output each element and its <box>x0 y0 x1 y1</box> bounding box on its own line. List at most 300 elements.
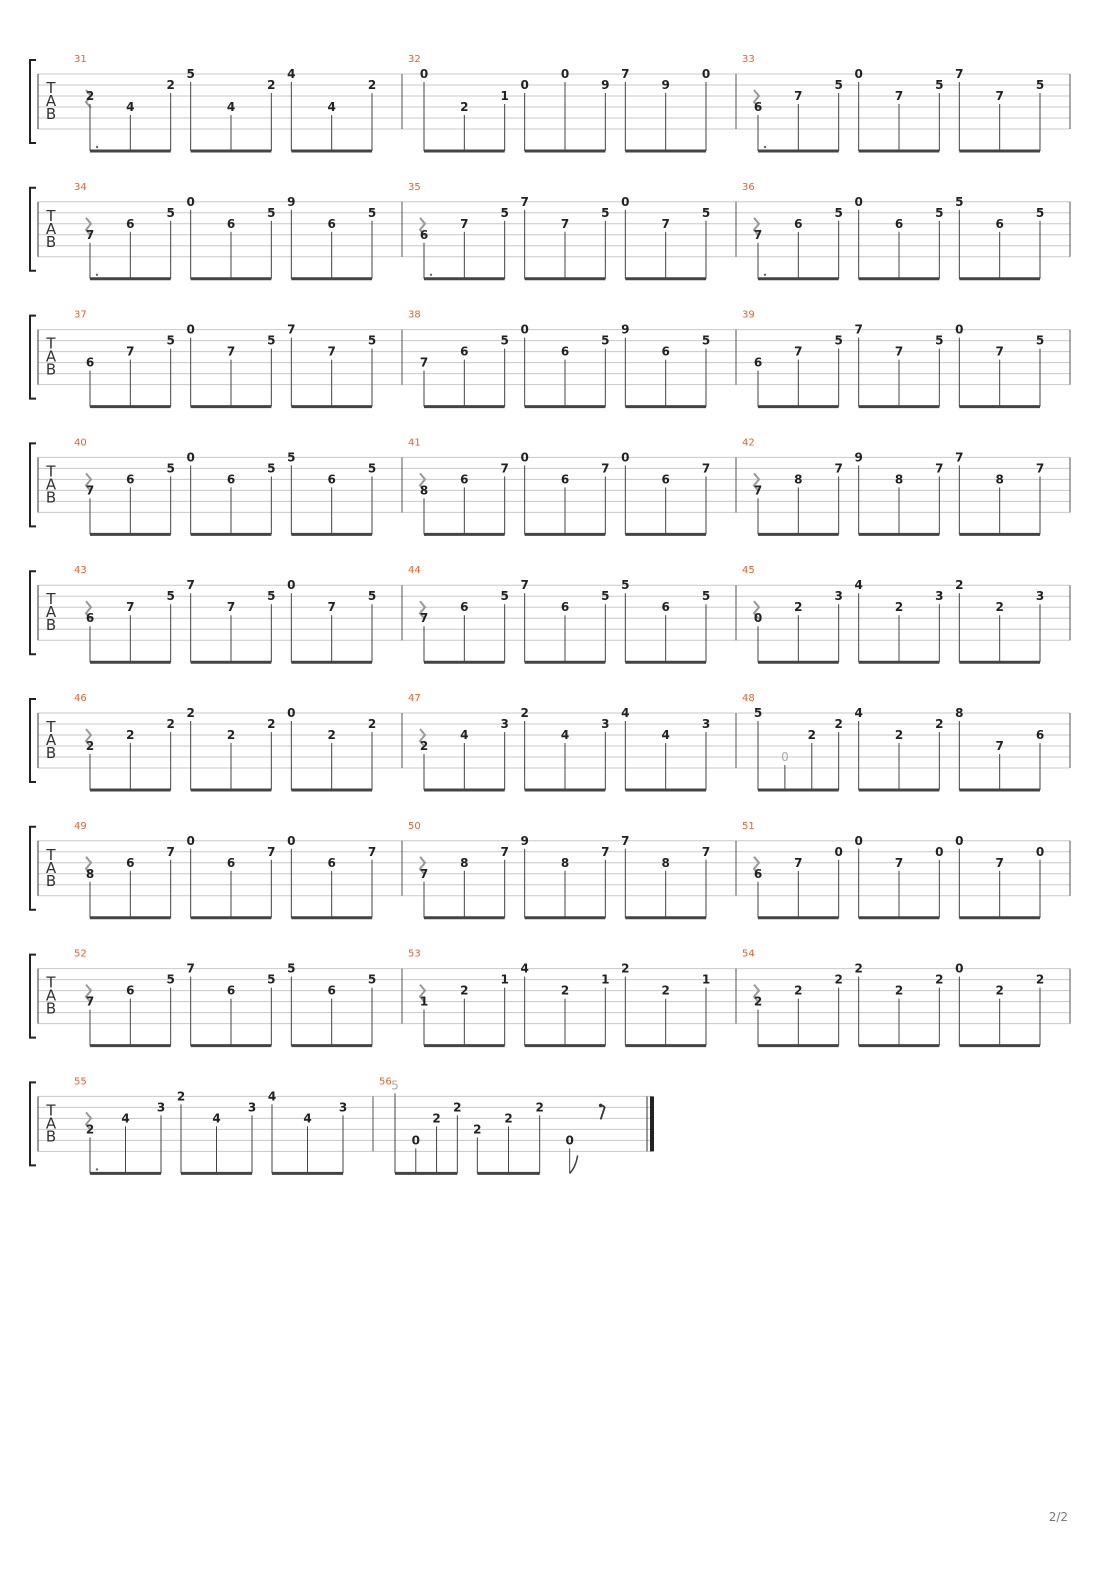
fret-number: 2 <box>226 728 236 742</box>
fret-number: 7 <box>520 578 529 593</box>
measure-number: 56 <box>379 1076 392 1088</box>
fret-number: 7 <box>126 344 135 359</box>
fret-number: 4 <box>661 728 670 742</box>
fret-number: 0 <box>560 67 570 81</box>
fret-number: 2 <box>995 983 1004 998</box>
fret-number: 6 <box>794 216 803 231</box>
fret-number: 0 <box>520 450 529 465</box>
fret-number: 2 <box>460 100 469 114</box>
fret-number: 2 <box>560 983 570 998</box>
fret-number: 3 <box>935 589 944 604</box>
measure-number: 49 <box>74 820 87 832</box>
fret-number: 5 <box>367 205 377 220</box>
fret-number: 5 <box>367 333 377 348</box>
tab-clef-letter: T <box>46 79 56 97</box>
measure-number: 50 <box>408 820 421 832</box>
fret-number: 5 <box>287 450 296 465</box>
fret-number: 6 <box>894 216 904 231</box>
fret-number: 7 <box>186 961 195 976</box>
tab-clef-letter: B <box>45 360 57 379</box>
fret-number: 5 <box>935 333 944 348</box>
fret-number: 7 <box>287 322 296 337</box>
fret-number: 5 <box>1035 205 1045 220</box>
measure-number: 33 <box>742 54 755 65</box>
fret-number: 5 <box>367 972 377 987</box>
fret-number: 6 <box>85 611 95 626</box>
fret-number: 1 <box>500 89 509 103</box>
fret-number: 7 <box>794 855 803 870</box>
fret-number: 5 <box>186 67 195 81</box>
tab-clef-letter: B <box>45 744 57 762</box>
fret-number: 0 <box>935 844 944 859</box>
fret-number: 2 <box>327 728 336 742</box>
fret-number: 8 <box>661 855 670 870</box>
measure-number: 47 <box>408 693 421 704</box>
fret-number: 0 <box>955 833 964 848</box>
system-bracket <box>30 60 36 143</box>
tab-clef-letter: A <box>45 347 57 366</box>
fret-number: 2 <box>753 994 763 1009</box>
fret-number: 5 <box>500 205 509 220</box>
fret-number: 7 <box>794 89 803 103</box>
tab-clef-letter: T <box>46 845 56 864</box>
system-bracket <box>30 1082 36 1165</box>
fret-number: 2 <box>935 717 944 731</box>
fret-number: 5 <box>834 333 843 348</box>
fret-number: 7 <box>955 450 964 465</box>
fret-number: 2 <box>453 1100 462 1115</box>
measure-number: 39 <box>742 309 755 321</box>
system-bracket <box>30 955 36 1038</box>
fret-number: 6 <box>226 983 236 998</box>
fret-number: 6 <box>226 472 236 487</box>
fret-number: 2 <box>535 1100 544 1115</box>
measure-number: 34 <box>74 181 87 193</box>
fret-number: 7 <box>1035 461 1045 476</box>
fret-number: 5 <box>601 333 610 348</box>
fret-number: 5 <box>166 972 175 987</box>
fret-number: 3 <box>500 717 509 731</box>
fret-number: 5 <box>701 205 711 220</box>
fret-number: 2 <box>794 983 803 998</box>
fret-number: 2 <box>267 717 276 731</box>
fret-number: 2 <box>1035 972 1045 987</box>
fret-number: 7 <box>327 600 336 615</box>
tab-clef-letter: A <box>45 986 57 1005</box>
fret-number: 6 <box>753 355 763 370</box>
note-flag <box>570 1155 578 1173</box>
measure-number: 44 <box>408 565 421 577</box>
fret-number: 0 <box>565 1133 574 1148</box>
fret-number: 3 <box>601 717 610 731</box>
fret-number: 7 <box>500 844 509 859</box>
fret-number: 6 <box>661 600 670 615</box>
fret-number: 9 <box>601 78 610 92</box>
fret-number: 0 <box>621 450 630 465</box>
fret-number: 7 <box>419 866 429 881</box>
fret-number: 7 <box>85 994 95 1009</box>
measure-number: 35 <box>408 181 421 193</box>
fret-number: 7 <box>419 611 429 626</box>
fret-number: 2 <box>267 78 276 92</box>
fret-number: 8 <box>419 483 429 498</box>
fret-number: 6 <box>460 472 469 487</box>
fret-number: 2 <box>935 972 944 987</box>
fret-number: 6 <box>753 100 763 114</box>
fret-number: 5 <box>834 205 843 220</box>
tab-clef-letter: B <box>45 105 57 123</box>
fret-number: 0 <box>834 844 843 859</box>
fret-number: 7 <box>834 461 843 476</box>
fret-number: 2 <box>834 717 843 731</box>
fret-number: 4 <box>327 100 336 114</box>
measure-number: 38 <box>408 309 421 321</box>
fret-number: 5 <box>955 194 964 209</box>
fret-number: 6 <box>226 216 236 231</box>
fret-number: 6 <box>327 472 336 487</box>
fret-number: 4 <box>121 1111 130 1126</box>
fret-number: 5 <box>1035 78 1045 92</box>
fret-number: 2 <box>661 983 670 998</box>
tab-clef-letter: A <box>45 858 57 877</box>
fret-number: 2 <box>419 739 429 753</box>
system-bracket <box>30 188 36 271</box>
tab-clef-letter: T <box>46 718 56 736</box>
fret-number: 4 <box>460 728 469 742</box>
fret-number: 5 <box>753 706 763 720</box>
fret-number: 7 <box>955 67 964 81</box>
tab-clef-letter: A <box>45 475 57 494</box>
measure-number: 41 <box>408 437 421 449</box>
fret-number: 8 <box>995 472 1004 487</box>
fret-number: 5 <box>267 205 276 220</box>
fret-number: 0 <box>781 750 789 764</box>
final-barline <box>650 1096 654 1151</box>
fret-number: 0 <box>520 322 529 337</box>
fret-number: 2 <box>85 1122 95 1137</box>
fret-number: 7 <box>753 483 763 498</box>
fret-number: 6 <box>1035 728 1045 742</box>
fret-number: 2 <box>166 717 175 731</box>
tab-clef-letter: B <box>45 999 57 1018</box>
fret-number: 6 <box>327 216 336 231</box>
fret-number: 1 <box>419 994 429 1009</box>
fret-number: 0 <box>854 833 863 848</box>
fret-number: 6 <box>126 472 135 487</box>
system-bracket <box>30 827 36 910</box>
fret-number: 7 <box>701 844 711 859</box>
fret-number: 5 <box>267 972 276 987</box>
fret-number: 4 <box>267 1089 277 1104</box>
fret-number: 2 <box>807 728 816 742</box>
fret-number: 0 <box>186 450 195 465</box>
fret-number: 7 <box>661 216 670 231</box>
eighth-rest-dot <box>599 1104 603 1108</box>
fret-number: 5 <box>267 333 276 348</box>
fret-number: 0 <box>955 961 964 976</box>
tab-clef-letter: A <box>45 1114 57 1133</box>
fret-number: 7 <box>367 844 377 859</box>
fret-number: 0 <box>621 194 630 209</box>
fret-number: 6 <box>661 344 670 359</box>
fret-number: 2 <box>460 983 469 998</box>
fret-number: 8 <box>794 472 803 487</box>
fret-number: 8 <box>894 472 904 487</box>
fret-number: 7 <box>894 89 904 103</box>
fret-number: 5 <box>267 589 276 604</box>
measure-number: 53 <box>408 948 421 960</box>
fret-number: 0 <box>186 833 195 848</box>
system-bracket <box>30 571 36 654</box>
fret-number: 2 <box>894 983 904 998</box>
fret-number: 4 <box>621 706 630 720</box>
fret-number: 7 <box>621 833 630 848</box>
fret-number: 2 <box>176 1089 186 1104</box>
fret-number: 6 <box>126 855 135 870</box>
fret-number: 7 <box>226 600 236 615</box>
tab-clef-letter: B <box>45 232 57 251</box>
fret-number: 7 <box>995 344 1004 359</box>
tab-clef-letter: A <box>45 603 57 622</box>
fret-number: 5 <box>935 78 944 92</box>
fret-number: 1 <box>500 972 509 987</box>
fret-number: 5 <box>935 205 944 220</box>
augmentation-dot <box>764 274 766 276</box>
fret-number: 7 <box>327 344 336 359</box>
fret-number: 3 <box>834 589 843 604</box>
fret-number: 4 <box>520 961 529 976</box>
measure-number: 45 <box>742 565 755 577</box>
fret-number: 2 <box>504 1111 513 1126</box>
measure-number: 31 <box>74 54 87 65</box>
fret-number: 7 <box>894 855 904 870</box>
fret-number: 4 <box>854 706 863 720</box>
fret-number: 2 <box>621 961 630 976</box>
fret-number: 6 <box>85 355 95 370</box>
tab-clef-letter: A <box>45 731 57 749</box>
fret-number: 7 <box>126 600 135 615</box>
fret-number: 3 <box>1035 589 1045 604</box>
fret-number: 7 <box>267 844 276 859</box>
system-bracket <box>30 316 36 399</box>
fret-number: 7 <box>85 483 95 498</box>
fret-number: 3 <box>701 717 711 731</box>
measure-number: 43 <box>74 565 87 577</box>
fret-number: 7 <box>701 461 711 476</box>
fret-number: 2 <box>186 706 195 720</box>
fret-number: 2 <box>367 717 377 731</box>
fret-number: 2 <box>126 728 135 742</box>
fret-number: 9 <box>287 194 296 209</box>
fret-number: 6 <box>560 472 570 487</box>
fret-number: 2 <box>520 706 529 720</box>
augmentation-dot <box>764 146 766 148</box>
augmentation-dot <box>96 1168 98 1170</box>
fret-number: 2 <box>367 78 377 92</box>
fret-number: 8 <box>85 866 95 881</box>
fret-number: 9 <box>661 78 670 92</box>
tab-clef-letter: B <box>45 616 57 635</box>
fret-number: 4 <box>126 100 135 114</box>
fret-number: 8 <box>460 855 469 870</box>
fret-number: 7 <box>601 844 610 859</box>
fret-number: 0 <box>419 67 429 81</box>
fret-number: 8 <box>955 706 964 720</box>
tab-clef-letter: T <box>46 973 56 992</box>
fret-number: 2 <box>894 728 904 742</box>
fret-number: 2 <box>834 972 843 987</box>
fret-number: 2 <box>955 578 964 593</box>
fret-number: 5 <box>601 589 610 604</box>
tab-clef-letter: T <box>46 462 56 481</box>
measure-number: 46 <box>74 693 87 704</box>
fret-number: 5 <box>701 589 711 604</box>
fret-number: 6 <box>226 855 236 870</box>
measure-number: 48 <box>742 693 755 704</box>
fret-number: 0 <box>287 578 296 593</box>
fret-number: 6 <box>753 866 763 881</box>
measure-number: 36 <box>742 181 755 193</box>
fret-number: 0 <box>411 1133 420 1148</box>
fret-number: 1 <box>701 972 711 987</box>
fret-number: 7 <box>560 216 570 231</box>
fret-number: 5 <box>834 78 843 92</box>
fret-number: 0 <box>1035 844 1045 859</box>
fret-number: 5 <box>267 461 276 476</box>
measure-number: 42 <box>742 437 755 449</box>
fret-number: 6 <box>560 600 570 615</box>
fret-number: 7 <box>226 344 236 359</box>
fret-number: 0 <box>955 322 964 337</box>
fret-number: 7 <box>520 194 529 209</box>
fret-number: 6 <box>126 983 135 998</box>
fret-number: 0 <box>854 194 863 209</box>
fret-number: 7 <box>794 344 803 359</box>
fret-number: 5 <box>166 205 175 220</box>
fret-number: 6 <box>327 983 336 998</box>
tab-clef-letter: T <box>46 590 56 609</box>
fret-number: 5 <box>601 205 610 220</box>
system-bracket <box>30 443 36 526</box>
measure-number: 37 <box>74 309 87 321</box>
fret-number: 6 <box>995 216 1004 231</box>
fret-number: 7 <box>995 89 1004 103</box>
fret-number: 1 <box>601 972 610 987</box>
fret-number: 7 <box>601 461 610 476</box>
fret-number: 4 <box>287 67 296 81</box>
fret-number: 0 <box>520 78 529 92</box>
fret-number: 4 <box>854 578 863 593</box>
fret-number: 0 <box>701 67 711 81</box>
system-bracket <box>30 699 36 782</box>
fret-number: 4 <box>303 1111 312 1126</box>
fret-number: 9 <box>854 450 863 465</box>
tab-clef-letter: B <box>45 871 57 890</box>
measure-number: 54 <box>742 948 755 960</box>
measure-number: 55 <box>74 1076 87 1088</box>
fret-number: 5 <box>367 589 377 604</box>
fret-number: 0 <box>186 322 195 337</box>
fret-number: 2 <box>85 89 95 103</box>
fret-number: 2 <box>794 600 803 615</box>
fret-number: 0 <box>186 194 195 209</box>
fret-number: 2 <box>432 1111 441 1126</box>
fret-number: 5 <box>287 961 296 976</box>
fret-number: 7 <box>935 461 944 476</box>
fret-number: 2 <box>473 1122 482 1137</box>
fret-number: 7 <box>85 227 95 242</box>
fret-number: 5 <box>166 461 175 476</box>
fret-number: 8 <box>560 855 570 870</box>
fret-number: 2 <box>854 961 863 976</box>
fret-number: 5 <box>621 578 630 593</box>
fret-number: 6 <box>661 472 670 487</box>
fret-number: 4 <box>226 100 236 114</box>
fret-number: 0 <box>287 833 296 848</box>
fret-number: 5 <box>367 461 377 476</box>
fret-number: 7 <box>186 578 195 593</box>
fret-number: 7 <box>995 739 1004 753</box>
fret-number: 3 <box>338 1100 348 1115</box>
fret-number: 7 <box>460 216 469 231</box>
fret-number: 5 <box>500 333 509 348</box>
fret-number: 5 <box>1035 333 1045 348</box>
augmentation-dot <box>96 146 98 148</box>
fret-number: 7 <box>854 322 863 337</box>
fret-number: 7 <box>166 844 175 859</box>
fret-number: 6 <box>419 227 429 242</box>
fret-number: 0 <box>854 67 863 81</box>
fret-number: 5 <box>166 333 175 348</box>
fret-number: 5 <box>500 589 509 604</box>
fret-number: 3 <box>247 1100 257 1115</box>
fret-number: 2 <box>85 739 95 753</box>
tab-clef-letter: B <box>45 488 57 507</box>
fret-number: 6 <box>460 600 469 615</box>
fret-number: 7 <box>621 67 630 81</box>
fret-number: 9 <box>621 322 630 337</box>
fret-number: 3 <box>156 1100 166 1115</box>
fret-number: 4 <box>560 728 570 742</box>
fret-number: 6 <box>460 344 469 359</box>
fret-number: 7 <box>500 461 509 476</box>
tab-clef-letter: T <box>46 206 56 225</box>
fret-number: 7 <box>894 344 904 359</box>
fret-number: 6 <box>560 344 570 359</box>
fret-number: 0 <box>753 611 763 626</box>
fret-number: 7 <box>419 355 429 370</box>
measure-number: 52 <box>74 948 87 960</box>
measure-number: 40 <box>74 437 87 449</box>
fret-number: 5 <box>391 1078 399 1093</box>
fret-number: 6 <box>126 216 135 231</box>
tab-clef-letter: B <box>45 1127 57 1146</box>
fret-number: 5 <box>701 333 711 348</box>
fret-number: 7 <box>753 227 763 242</box>
fret-number: 7 <box>995 855 1004 870</box>
fret-number: 6 <box>327 855 336 870</box>
fret-number: 4 <box>212 1111 221 1126</box>
fret-number: 9 <box>520 833 529 848</box>
measure-number: 51 <box>742 820 755 832</box>
page-number: 2/2 <box>1048 1510 1068 1524</box>
fret-number: 2 <box>166 78 175 92</box>
augmentation-dot <box>96 274 98 276</box>
augmentation-dot <box>430 274 432 276</box>
fret-number: 2 <box>995 600 1004 615</box>
measure-number: 32 <box>408 54 421 65</box>
fret-number: 0 <box>287 706 296 720</box>
